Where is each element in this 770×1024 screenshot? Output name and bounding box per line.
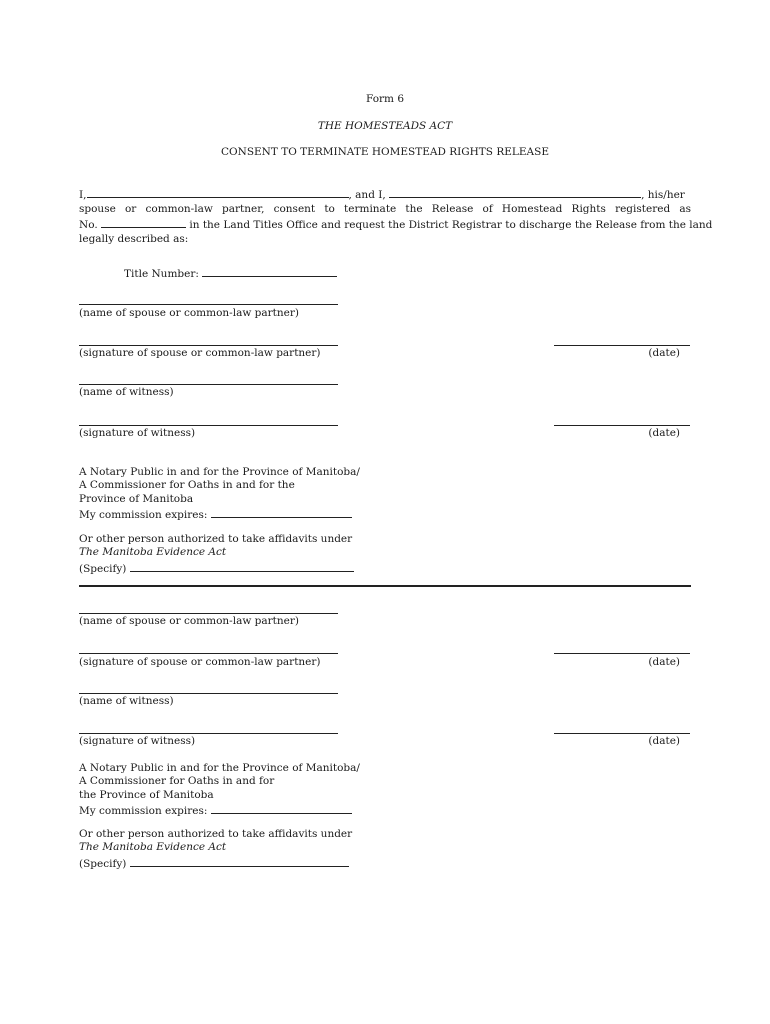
date-line[interactable]: [554, 345, 690, 346]
signature-witness-line[interactable]: [79, 733, 338, 734]
notary-block: A Notary Public in and for the Province of Manitoba/ A Commissioner for Oaths in and for the Province of Manitoba My commission expires:: [79, 762, 360, 817]
date-label: (date): [648, 427, 680, 439]
signature-spouse-line[interactable]: [79, 653, 338, 654]
date-label: (date): [648, 735, 680, 747]
title-number-label: Title Number:: [124, 265, 337, 281]
date-label: (date): [648, 656, 680, 668]
name-witness-label: (name of witness): [79, 695, 174, 707]
specify-blank[interactable]: [130, 855, 349, 867]
registration-number-blank[interactable]: [101, 216, 186, 228]
page-title: CONSENT TO TERMINATE HOMESTEAD RIGHTS RELEASE: [220, 146, 549, 158]
intro-paragraph: I, , and I, , his/her spouse or common-law partner, consent to terminate the Release of Homestead Rights registered as No. in the Land Titles Office and request the District Registrar to discharge the Release from the land legally described as:: [79, 186, 691, 246]
spouse-name-blank[interactable]: [87, 186, 349, 198]
signature-spouse-line[interactable]: [79, 345, 338, 346]
signature-spouse-label: (signature of spouse or common-law partner): [79, 656, 321, 668]
date-label: (date): [648, 347, 680, 359]
name-spouse-label: (name of spouse or common-law partner): [79, 615, 299, 627]
name-witness-line[interactable]: [79, 693, 338, 694]
signature-spouse-label: (signature of spouse or common-law partner): [79, 347, 321, 359]
signature-witness-label: (signature of witness): [79, 735, 196, 747]
name-witness-label: (name of witness): [79, 386, 174, 398]
specify-blank[interactable]: [130, 560, 354, 572]
date-line[interactable]: [554, 653, 690, 654]
act-name: THE HOMESTEADS ACT: [317, 120, 453, 132]
date-line[interactable]: [554, 733, 690, 734]
commission-expiry-blank[interactable]: [211, 506, 352, 518]
date-line[interactable]: [554, 425, 690, 426]
name-spouse-label: (name of spouse or common-law partner): [79, 307, 299, 319]
applicant-name-blank[interactable]: [389, 186, 641, 198]
name-witness-line[interactable]: [79, 384, 338, 385]
other-authority-block: Or other person authorized to take affidavits under The Manitoba Evidence Act (Specify): [79, 828, 353, 870]
notary-block: A Notary Public in and for the Province of Manitoba/ A Commissioner for Oaths in and for the Province of Manitoba My commission expires:: [79, 466, 360, 521]
commission-expiry-blank[interactable]: [211, 802, 352, 814]
form-number: Form 6: [365, 93, 405, 105]
name-spouse-line[interactable]: [79, 613, 338, 614]
other-authority-block: Or other person authorized to take affidavits under The Manitoba Evidence Act (Specify): [79, 533, 353, 575]
section-divider: [79, 585, 691, 587]
name-spouse-line[interactable]: [79, 304, 338, 305]
signature-witness-label: (signature of witness): [79, 427, 196, 439]
signature-witness-line[interactable]: [79, 425, 338, 426]
title-number-blank[interactable]: [202, 265, 337, 277]
